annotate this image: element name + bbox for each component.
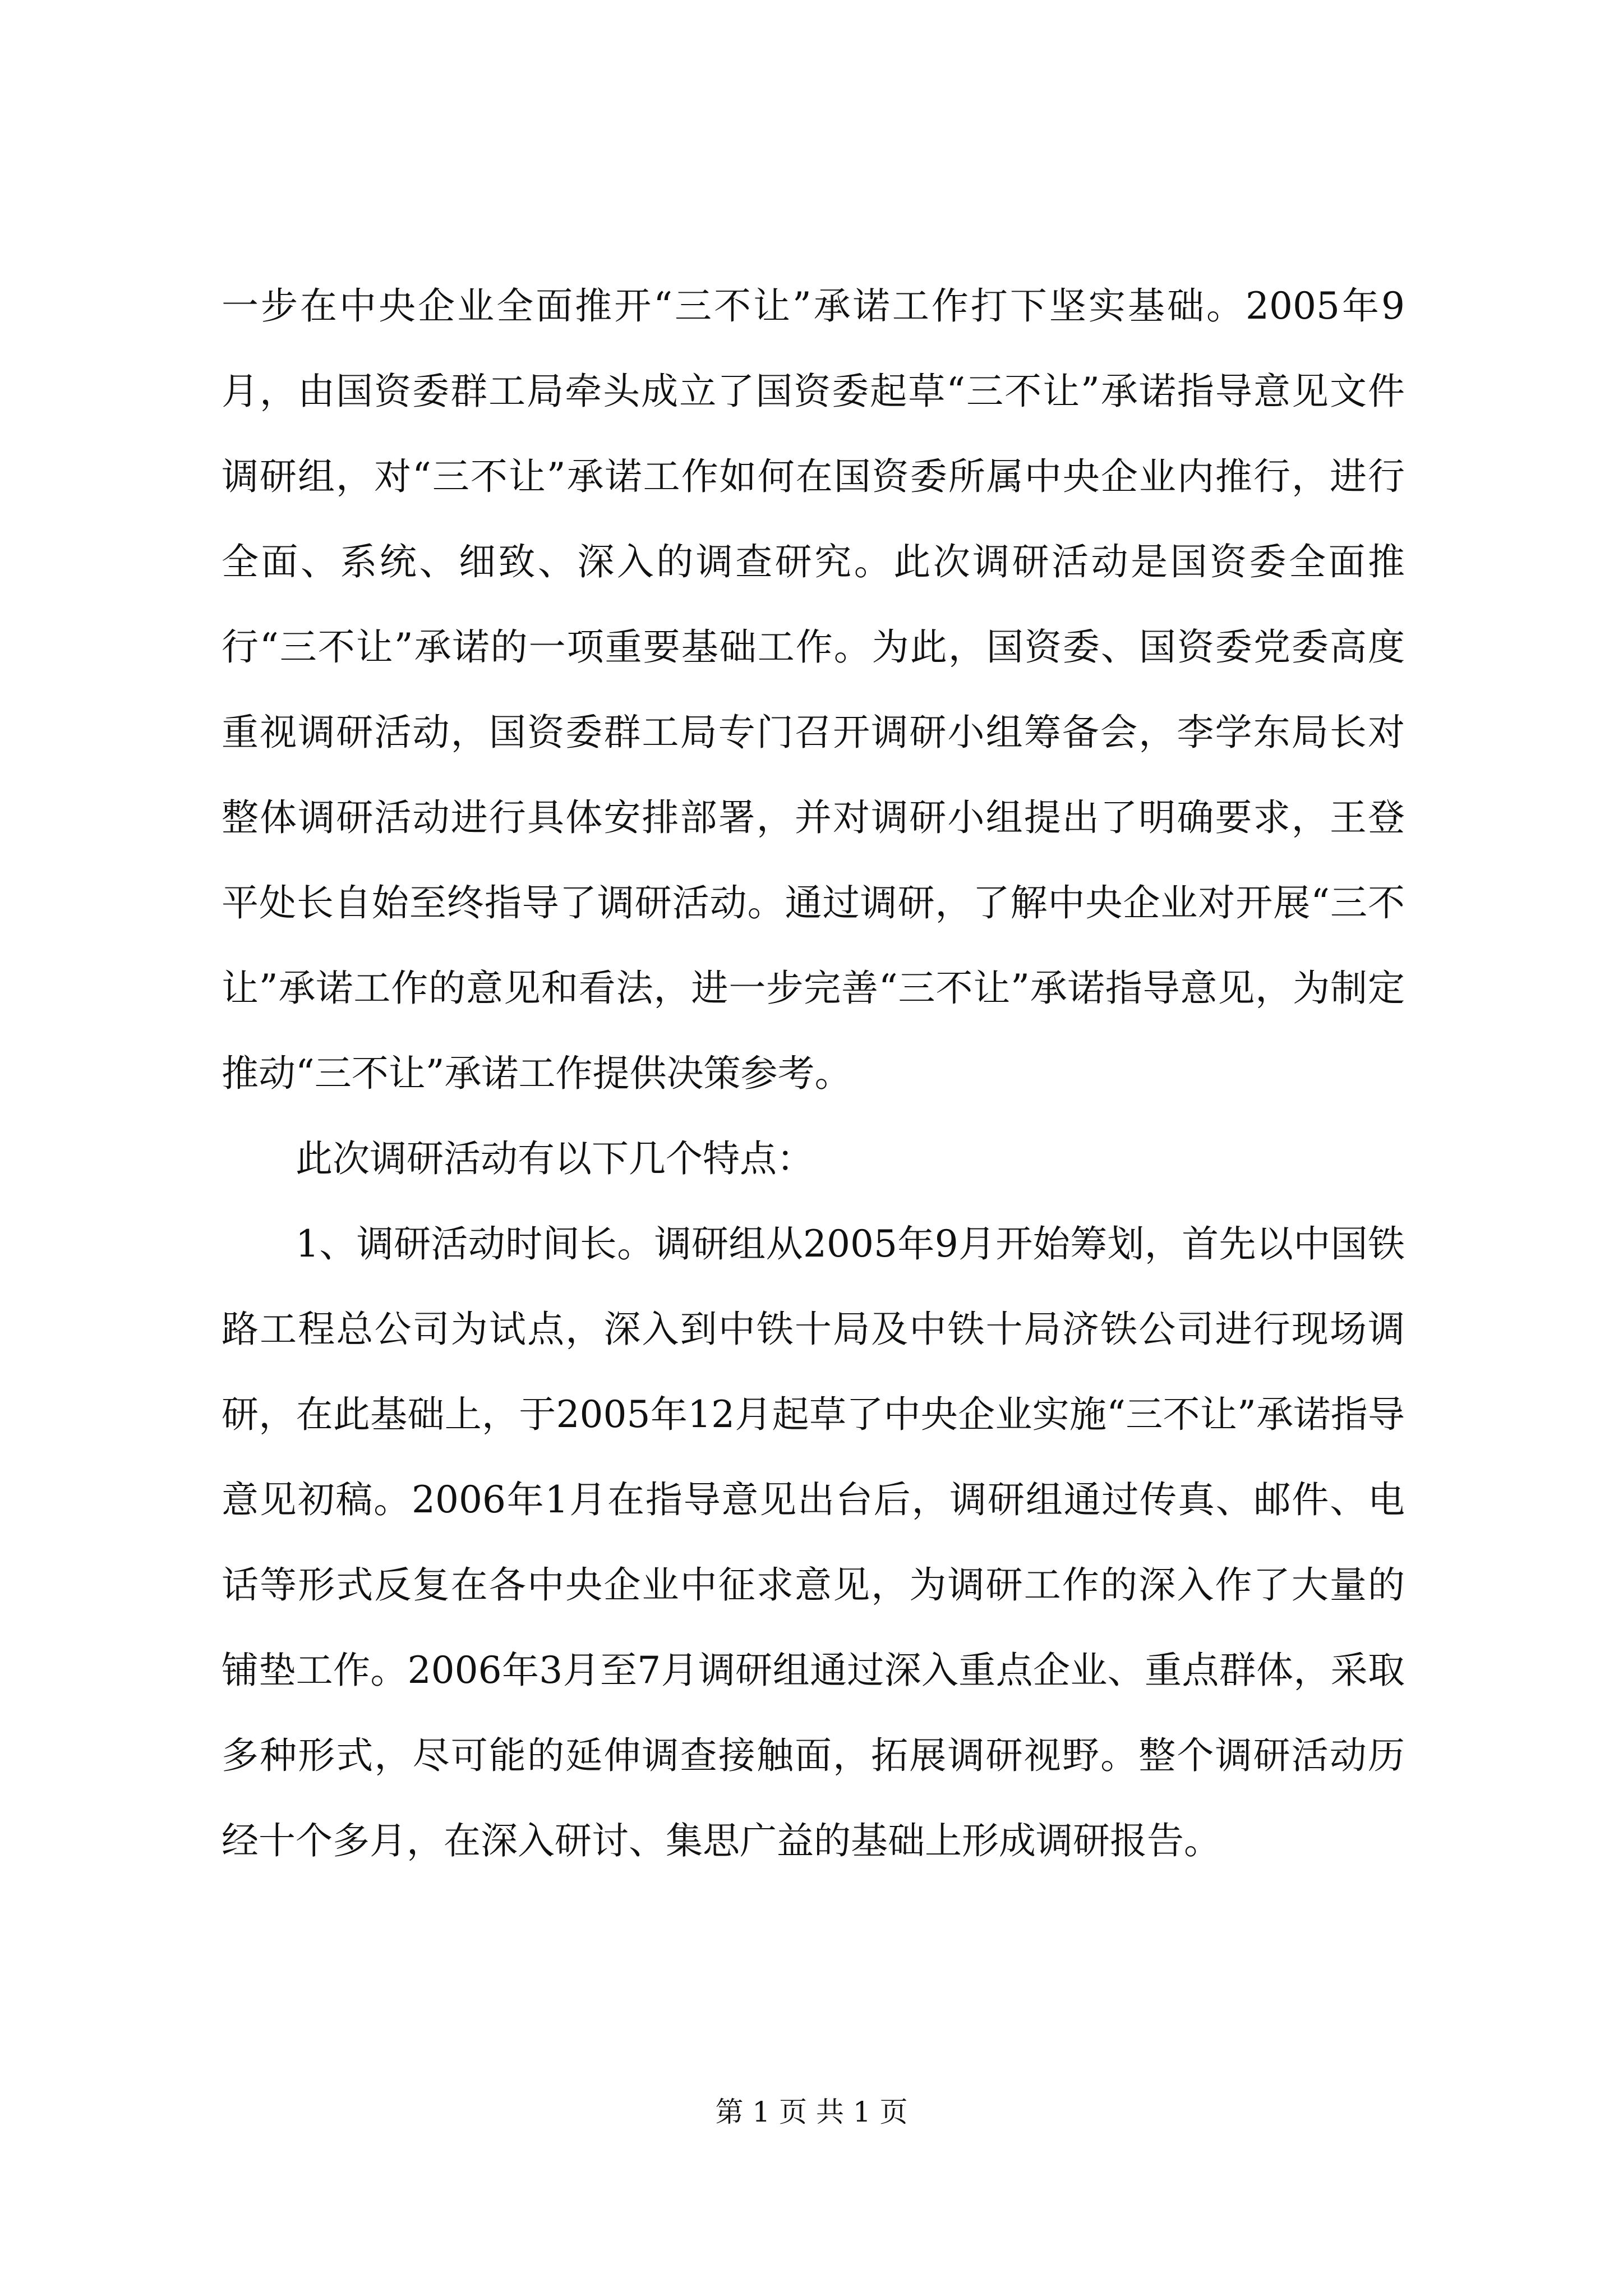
paragraph-continuation: 一步在中央企业全面推开“三不让”承诺工作打下坚实基础。2005年9月，由国资委群工局牵头成立了国资委起草“三不让”承诺指导意见文件调研组，对“三不让”承诺工作如何在国资委所属中央企业内推行，进行全面、系统、细致、深入的调查研究。此次调研活动是国资委全面推行“三不让”承诺的一项重要基础工作。为此，国资委、国资委党委高度重视调研活动，国资委群工局专门召开调研小组筹备会，李学东局长对整体调研活动进行具体安排部署，并对调研小组提出了明确要求，王登平处长自始至终指导了调研活动。通过调研，了解中央企业对开展“三不让”承诺工作的意见和看法，进一步完善“三不让”承诺指导意见，为制定推动“三不让”承诺工作提供决策参考。 <box>222 284 1405 1095</box>
document-body <box>222 264 1405 1884</box>
paragraph-feature-1: 1、调研活动时间长。调研组从2005年9月开始筹划，首先以中国铁路工程总公司为试点，深入到中铁十局及中铁十局济铁公司进行现场调研，在此基础上，于2005年12月起草了中央企业实施“三不让”承诺指导意见初稿。2006年1月在指导意见出台后，调研组通过传真、邮件、电话等形式反复在各中央企业中征求意见，为调研工作的深入作了大量的铺垫工作。2006年3月至7月调研组通过深入重点企业、重点群体，采取多种形式，尽可能的延伸调查接触面，拓展调研视野。整个调研活动历经十个多月，在深入研讨、集思广益的基础上形成调研报告。 <box>222 1222 1405 1862</box>
page-footer: 第 1 页 共 1 页 <box>715 2096 908 2128</box>
paragraph-features-intro: 此次调研活动有以下几个特点： <box>296 1137 814 1180</box>
